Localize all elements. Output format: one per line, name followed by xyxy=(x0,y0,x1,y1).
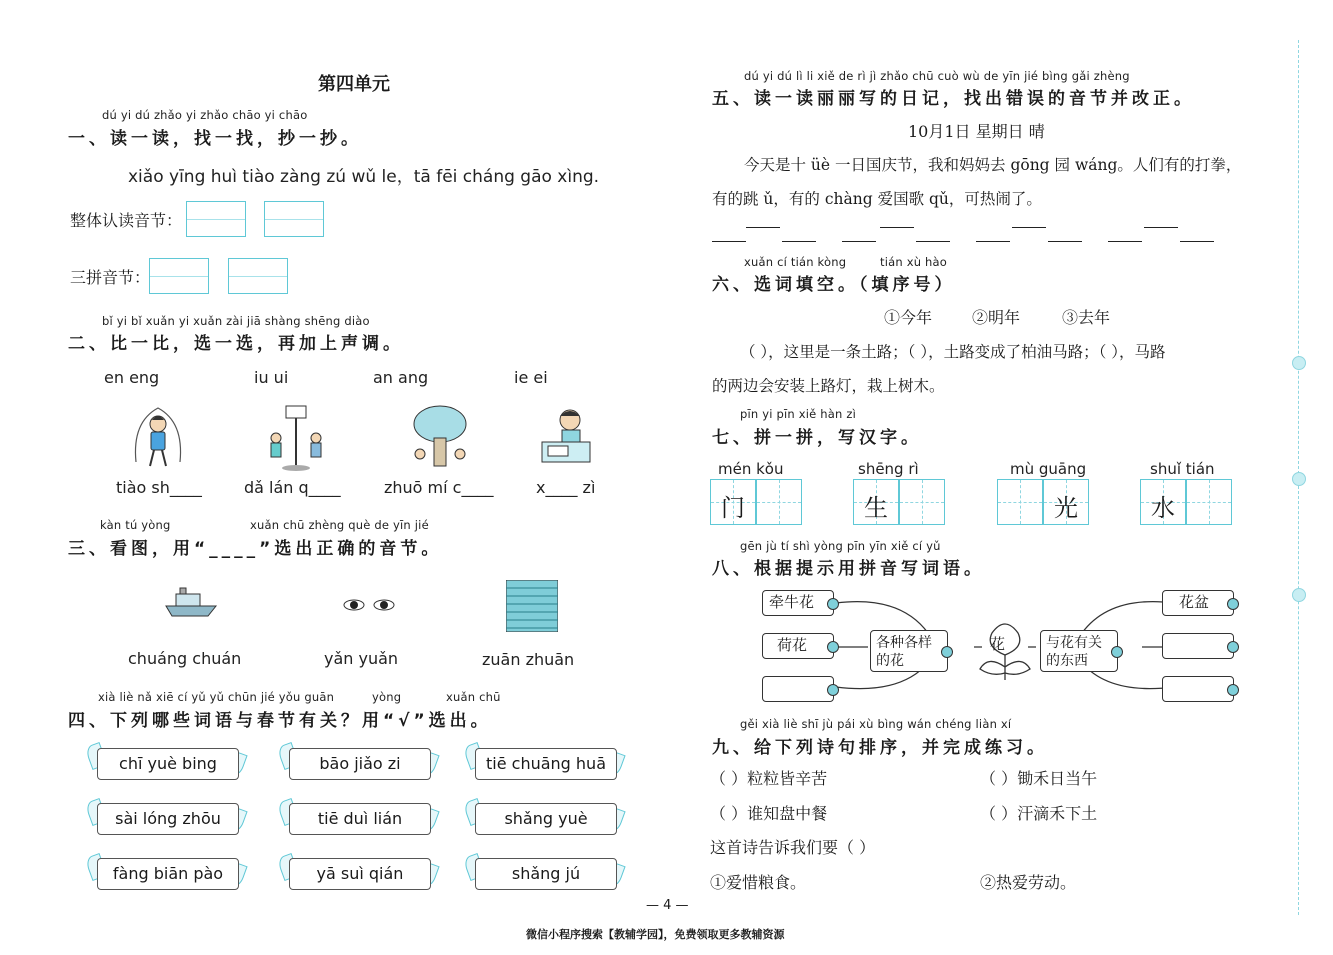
mindmap-box[interactable]: 花盆 xyxy=(1162,590,1234,616)
char-grid xyxy=(1140,479,1186,525)
mindmap-box[interactable] xyxy=(762,676,834,702)
char-grid xyxy=(853,479,899,525)
bud-icon xyxy=(827,598,839,610)
pair-option: an ang xyxy=(373,368,429,387)
bud-icon xyxy=(827,641,839,653)
s1-title: 一、读一读，找一找，抄一抄。 xyxy=(68,129,362,149)
pair-option: en eng xyxy=(104,368,160,387)
mindmap-box[interactable]: 荷花 xyxy=(762,633,834,659)
answer-blank[interactable] xyxy=(746,226,780,228)
grid-pinyin: mù guāng xyxy=(1010,460,1087,478)
poem-line: （ ）锄禾日当午 xyxy=(980,769,1098,788)
fill-line-2: 的两边会安装上路灯，栽上树木。 xyxy=(712,377,945,395)
s3-pinyin-a: kàn tú yòng xyxy=(100,518,171,532)
poem-question: 这首诗告诉我们要（ ） xyxy=(710,838,876,857)
s4-pinyin-a: xià liè nǎ xiē cí yǔ yǔ chūn jié yǒu guān xyxy=(98,690,335,704)
poem-line: （ ）谁知盘中餐 xyxy=(710,804,828,823)
diary-date: 10月1日 星期日 晴 xyxy=(908,122,1045,141)
margin-dot xyxy=(1292,472,1306,486)
bud-icon xyxy=(1227,641,1239,653)
word-card[interactable]: fàng biān pào xyxy=(97,858,239,890)
mindmap-center-left: 各种各样的花 xyxy=(870,630,948,672)
s7-title: 七、拼一拼，写汉字。 xyxy=(712,428,922,448)
word-card[interactable]: yā suì qián xyxy=(289,858,431,890)
page-number: — 4 — xyxy=(646,898,689,913)
grid-char: 生 xyxy=(864,494,888,522)
answer-option: ①爱惜粮食。 xyxy=(710,873,807,892)
grid-char: 水 xyxy=(1151,494,1175,522)
mindmap-box[interactable]: 牵牛花 xyxy=(762,590,834,616)
word-card[interactable]: shǎng yuè xyxy=(475,803,617,835)
answer-blank[interactable] xyxy=(880,226,914,228)
diary-line-1: 今天是十 üè 一日国庆节，我和妈妈去 gōng 园 wáng。人们有的打拳， xyxy=(744,156,1242,174)
mindmap-box[interactable] xyxy=(1162,633,1234,659)
s3-title: 三、看图，用“____”选出正确的音节。 xyxy=(68,539,443,559)
answer-blank[interactable] xyxy=(916,240,950,242)
answer-blank[interactable] xyxy=(1144,226,1178,228)
answer-blank[interactable] xyxy=(712,240,746,242)
answer-blank[interactable] xyxy=(782,240,816,242)
s6-title: 六、选词填空。（填序号） xyxy=(712,275,956,295)
margin-dot xyxy=(1292,588,1306,602)
word-card[interactable]: tiē duì lián xyxy=(289,803,431,835)
s4-title: 四、下列哪些词语与春节有关？用“√”选出。 xyxy=(68,711,492,731)
answer-blank[interactable] xyxy=(1012,226,1046,228)
diary-line-2: 有的跳 ǔ，有的 chàng 爱国歌 qǔ，可热闹了。 xyxy=(712,190,1042,208)
bud-icon xyxy=(1227,598,1239,610)
answer-box[interactable] xyxy=(149,258,209,294)
s5-pinyin: dú yi dú lì li xiě de rì jì zhǎo chū cuò wù de yīn jié bìng gǎi zhèng xyxy=(744,69,1130,83)
s8-title: 八、根据提示用拼音写词语。 xyxy=(712,559,985,579)
s1-label-a: 整体认读音节： xyxy=(70,211,183,230)
word-card[interactable]: tiē chuāng huā xyxy=(475,748,617,780)
brick-wall-illustration xyxy=(506,580,558,632)
answer-box[interactable] xyxy=(186,201,246,237)
grid-char: 光 xyxy=(1054,494,1078,522)
answer-box[interactable] xyxy=(228,258,288,294)
answer-blank[interactable] xyxy=(976,240,1010,242)
word-card[interactable]: shǎng jú xyxy=(475,858,617,890)
s9-pinyin: gěi xià liè shī jù pái xù bìng wán chéng liàn xí xyxy=(740,717,1012,731)
unit-title: 第四单元 xyxy=(318,74,390,95)
s3-pinyin-b: xuǎn chū zhèng què de yīn jié xyxy=(250,518,429,532)
pair-option: ie ei xyxy=(514,368,548,387)
fill-word: tiào sh____ xyxy=(116,478,202,497)
poem-line: （ ）粒粒皆辛苦 xyxy=(710,769,828,788)
s1-pinyin: dú yi dú zhǎo yi zhǎo chāo yi chāo xyxy=(102,108,308,122)
answer-blank[interactable] xyxy=(1180,240,1214,242)
footer-note: 微信小程序搜索【教辅学园】，免费领取更多教辅资源 xyxy=(526,928,785,941)
choice-pair: zuān zhuān xyxy=(482,650,575,669)
bud-icon xyxy=(1227,684,1239,696)
grid-pinyin: shēng rì xyxy=(858,460,919,478)
char-grid[interactable] xyxy=(997,479,1043,525)
option: ②明年 xyxy=(972,308,1021,327)
mindmap-center-right: 与花有关的东西 xyxy=(1040,630,1118,672)
option: ①今年 xyxy=(884,308,933,327)
fill-word: zhuō mí c____ xyxy=(384,478,494,497)
fill-word: dǎ lán q____ xyxy=(244,478,341,497)
choice-pair: yǎn yuǎn xyxy=(324,649,399,668)
word-card[interactable]: chī yuè bing xyxy=(97,748,239,780)
s7-pinyin: pīn yi pīn xiě hàn zì xyxy=(740,407,856,421)
s4-pinyin-c: xuǎn chū xyxy=(446,690,501,704)
bud-icon xyxy=(1111,646,1123,658)
mindmap-center: 花 xyxy=(990,635,1006,653)
option: ③去年 xyxy=(1062,308,1111,327)
grid-pinyin: mén kǒu xyxy=(718,460,784,478)
jump-rope-illustration xyxy=(130,402,186,472)
ship-illustration xyxy=(164,584,218,620)
bud-icon xyxy=(827,684,839,696)
eyes-illustration xyxy=(342,596,396,614)
char-grid[interactable] xyxy=(899,479,945,525)
word-card[interactable]: sài lóng zhōu xyxy=(97,803,239,835)
char-grid[interactable] xyxy=(756,479,802,525)
grid-char: 门 xyxy=(721,494,745,522)
char-grid[interactable] xyxy=(1186,479,1232,525)
s6-pinyin-a: xuǎn cí tián kòng xyxy=(744,255,847,269)
s2-title: 二、比一比，选一选，再加上声调。 xyxy=(68,334,404,354)
choice-pair: chuáng chuán xyxy=(128,649,242,668)
basketball-illustration xyxy=(266,404,326,472)
s1-sentence: xiǎo yīng huì tiào zàng zú wǔ le，tā fēi cháng gāo xìng. xyxy=(128,167,600,187)
grid-pinyin: shuǐ tián xyxy=(1150,460,1215,478)
mindmap-box[interactable] xyxy=(1162,676,1234,702)
margin-dot xyxy=(1292,356,1306,370)
tree-illustration xyxy=(410,402,470,472)
bud-icon xyxy=(941,646,953,658)
char-grid xyxy=(1043,479,1089,525)
answer-option: ②热爱劳动。 xyxy=(980,873,1077,892)
answer-blank[interactable] xyxy=(1048,240,1082,242)
s8-pinyin: gēn jù tí shì yòng pīn yīn xiě cí yǔ xyxy=(740,539,941,553)
answer-box[interactable] xyxy=(264,201,324,237)
char-grid xyxy=(710,479,756,525)
s2-pinyin: bǐ yi bǐ xuǎn yi xuǎn zài jiā shàng shēng diào xyxy=(102,314,370,328)
writing-illustration xyxy=(540,406,596,468)
word-card[interactable]: bāo jiǎo zi xyxy=(289,748,431,780)
answer-blank[interactable] xyxy=(1108,240,1142,242)
s5-title: 五、读一读丽丽写的日记，找出错误的音节并改正。 xyxy=(712,89,1195,109)
s1-label-b: 三拼音节： xyxy=(70,268,151,287)
poem-line: （ ）汗滴禾下土 xyxy=(980,804,1098,823)
s4-pinyin-b: yòng xyxy=(372,690,402,704)
pair-option: iu ui xyxy=(254,368,289,387)
fill-word: x____ zì xyxy=(536,478,596,497)
answer-blank[interactable] xyxy=(842,240,876,242)
fill-line-1: （ ），这里是一条土路；（ ），土路变成了柏油马路；（ ），马路 xyxy=(740,343,1166,361)
s9-title: 九、给下列诗句排序，并完成练习。 xyxy=(712,738,1048,758)
s6-pinyin-b: tián xù hào xyxy=(880,255,948,269)
